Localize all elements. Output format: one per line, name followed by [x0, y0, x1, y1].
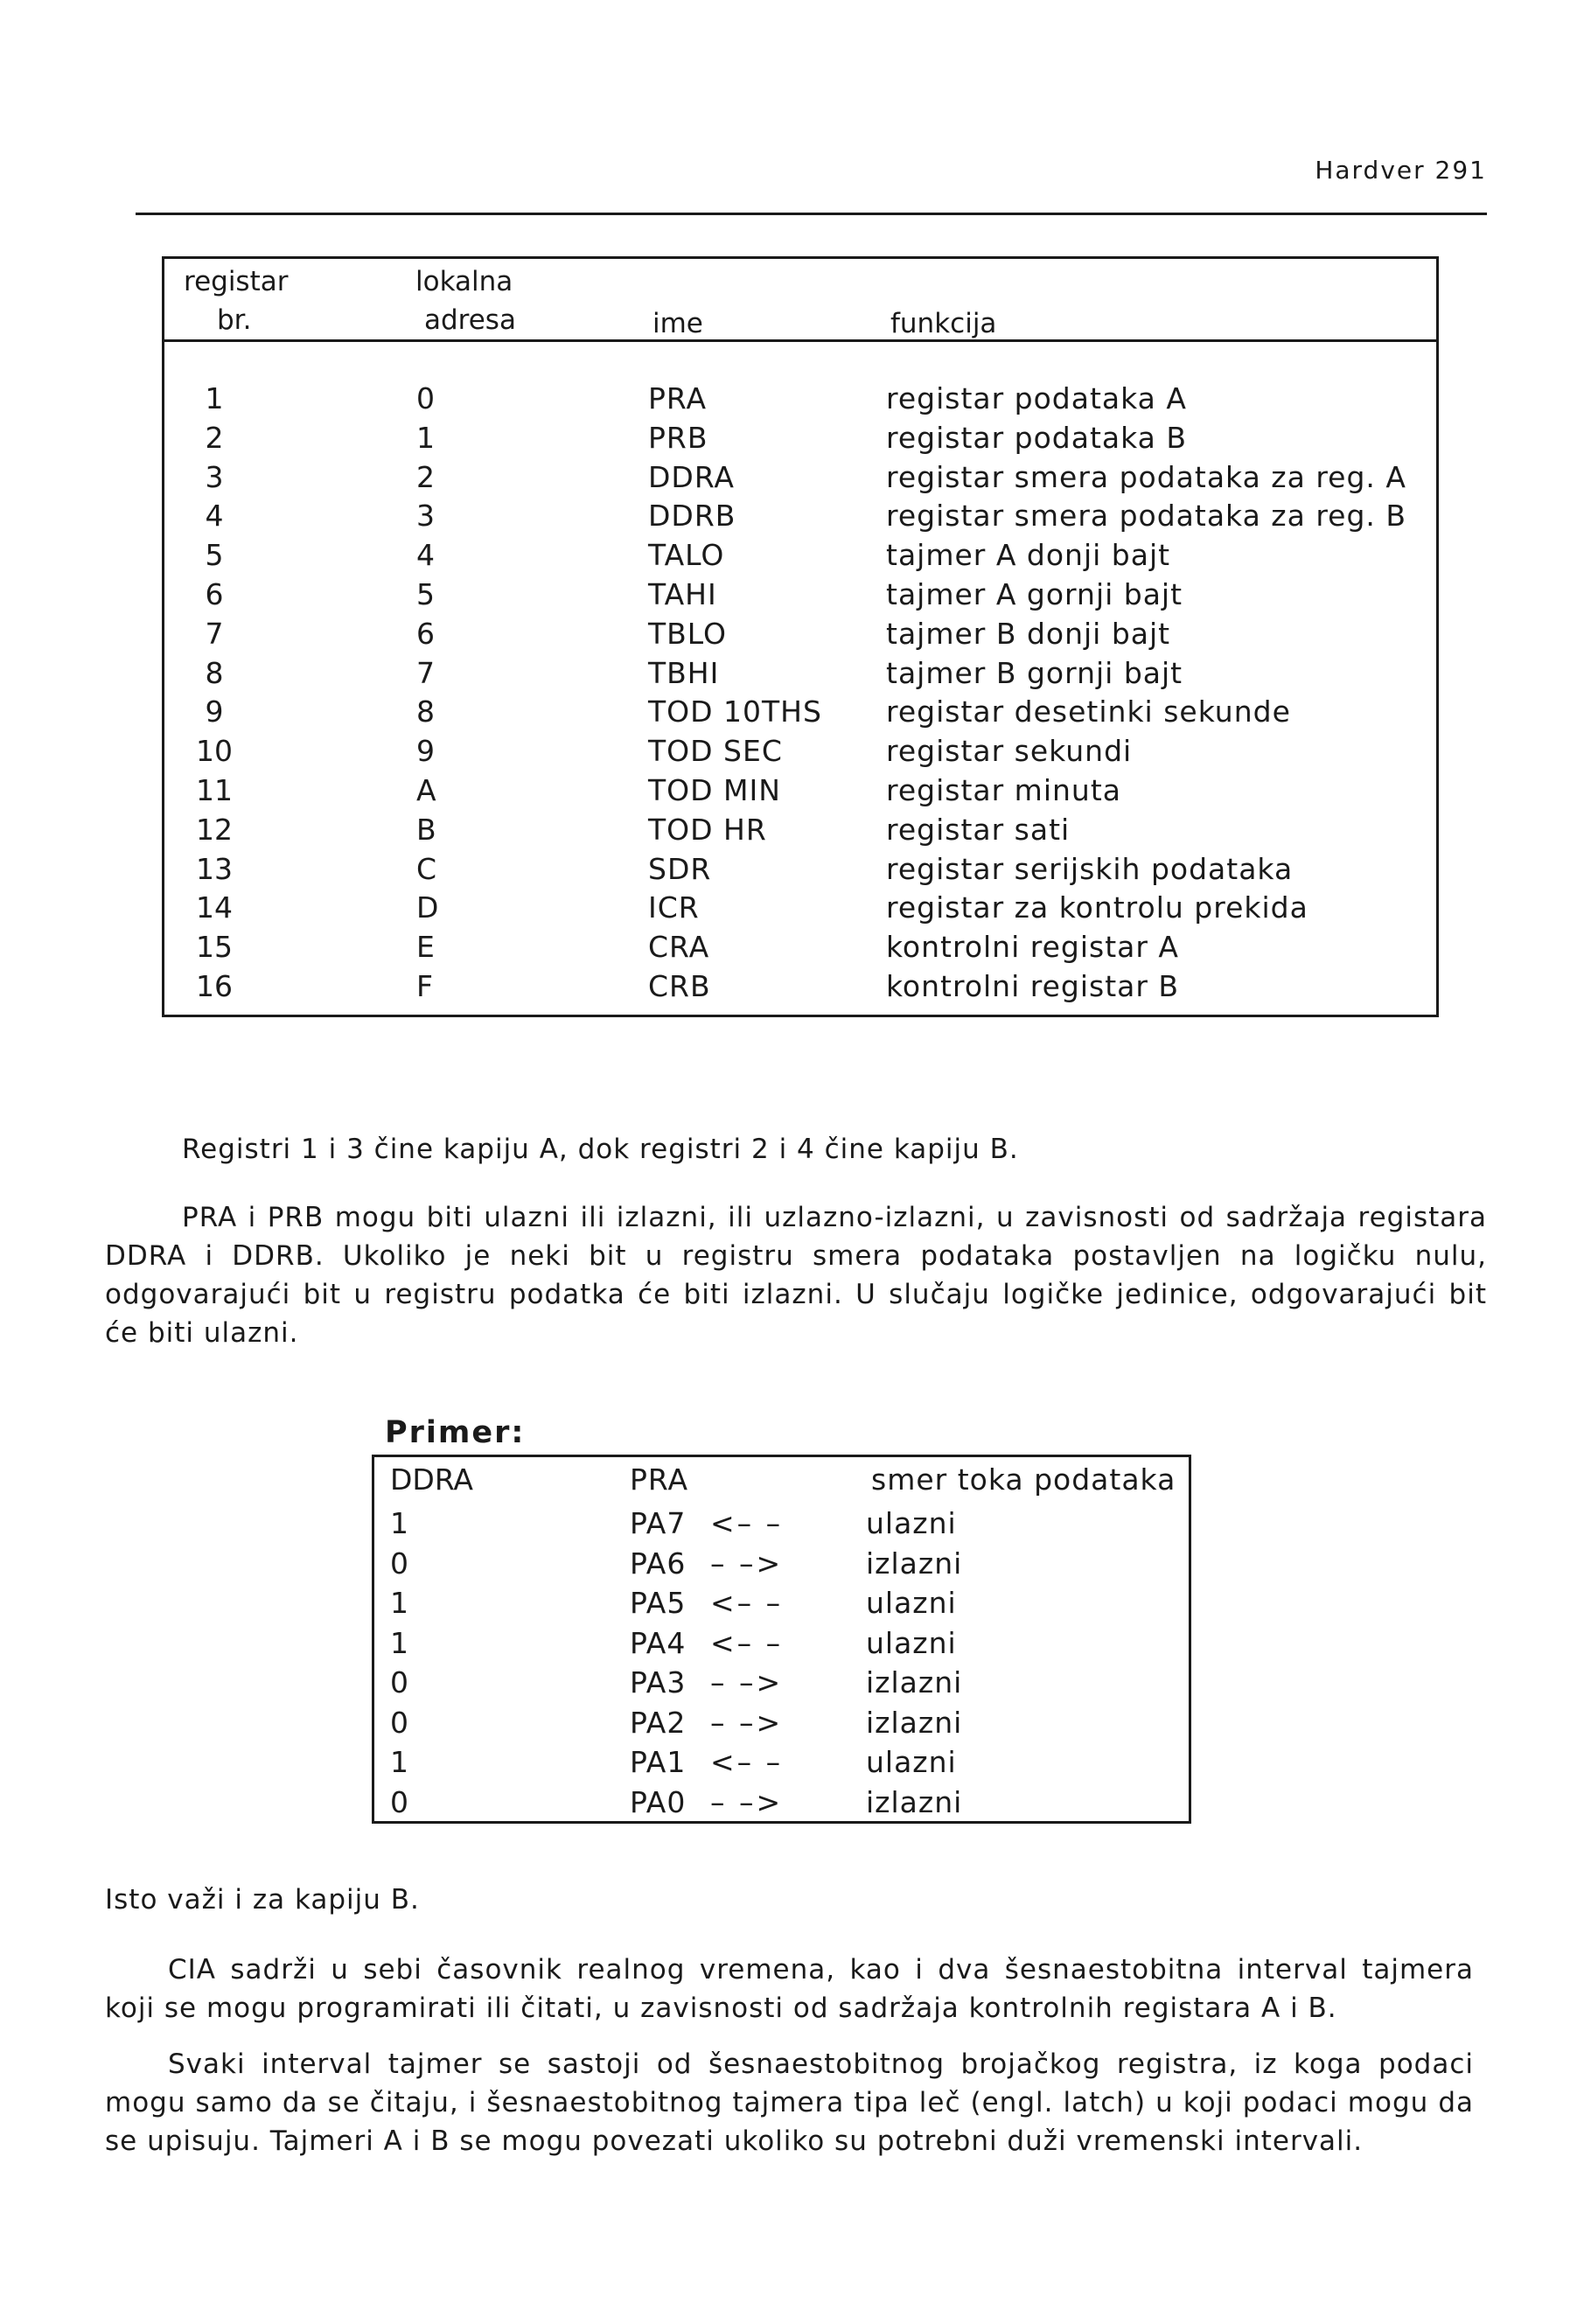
example-header-pra: PRA [630, 1462, 689, 1497]
register-number: 4 [205, 499, 224, 534]
register-name: TBLO [648, 616, 727, 651]
register-number: 12 [196, 812, 233, 847]
register-row [164, 734, 1436, 773]
register-number: 11 [196, 772, 233, 807]
example-ddra-bit: 1 [390, 1506, 408, 1540]
register-number: 5 [205, 538, 224, 573]
register-name: TOD SEC [648, 734, 783, 769]
register-address: 4 [416, 538, 435, 573]
register-table-header [164, 259, 1436, 342]
register-name: TOD MIN [648, 772, 781, 807]
header-rule [136, 213, 1487, 215]
register-row [164, 381, 1436, 421]
example-direction: ulazni [866, 1625, 957, 1660]
example-table [372, 1455, 1191, 1824]
register-function: registar minuta [886, 772, 1121, 807]
register-number: 9 [205, 694, 224, 729]
example-direction: izlazni [866, 1784, 963, 1819]
example-row [374, 1501, 1189, 1541]
example-ddra-bit: 0 [390, 1665, 408, 1699]
register-function: registar za kontrolu prekida [886, 890, 1308, 925]
register-number: 7 [205, 616, 224, 651]
header-addr-line1: lokalna [415, 266, 513, 297]
example-ddra-bit: 1 [390, 1625, 408, 1660]
register-number: 6 [205, 576, 224, 611]
register-name: TAHI [648, 576, 717, 611]
register-name: ICR [648, 890, 700, 925]
example-pin: PA0 [630, 1784, 687, 1819]
register-row [164, 656, 1436, 695]
register-name: PRA [648, 381, 708, 415]
example-ddra-bit: 0 [390, 1784, 408, 1819]
example-ddra-bit: 1 [390, 1586, 408, 1620]
example-ddra-bit: 1 [390, 1745, 408, 1779]
register-number: 2 [205, 420, 224, 455]
register-row [164, 460, 1436, 499]
example-ddra-bit: 0 [390, 1705, 408, 1740]
example-header-direction: smer toka podataka [871, 1462, 1176, 1497]
register-function: registar smera podataka za reg. A [886, 459, 1406, 494]
example-table-body [374, 1501, 1189, 1819]
register-row [164, 773, 1436, 813]
register-function: registar serijskih podataka [886, 851, 1294, 886]
register-number: 14 [196, 890, 233, 925]
register-row [164, 577, 1436, 617]
register-function: tajmer A donji bajt [886, 538, 1171, 573]
example-pin: PA3 [630, 1665, 687, 1699]
running-head: Hardver 291 [1315, 156, 1487, 185]
example-pin: PA2 [630, 1705, 687, 1740]
paragraph-ports: Registri 1 i 3 čine kapiju A, dok registri 2 i 4 čine kapiju B. [182, 1134, 1019, 1165]
example-row [374, 1581, 1189, 1621]
example-direction: ulazni [866, 1506, 957, 1540]
register-address: 8 [416, 694, 435, 729]
header-function: funkcija [890, 308, 997, 339]
register-function: kontrolni registar B [886, 968, 1180, 1003]
register-address: 6 [416, 616, 435, 651]
register-table-body [164, 381, 1436, 1008]
register-address: F [416, 968, 433, 1003]
register-address: B [416, 812, 436, 847]
example-row [374, 1660, 1189, 1700]
register-function: registar podataka A [886, 381, 1187, 415]
example-direction: ulazni [866, 1745, 957, 1779]
register-name: CRB [648, 968, 711, 1003]
register-name: DDRA [648, 459, 735, 494]
register-address: C [416, 851, 437, 886]
example-pin: PA4 [630, 1625, 687, 1660]
example-arrow: – –> [710, 1784, 784, 1819]
example-direction: izlazni [866, 1546, 963, 1581]
example-arrow: <– – [710, 1745, 784, 1779]
register-number: 10 [196, 734, 233, 769]
register-function: tajmer B donji bajt [886, 616, 1171, 651]
example-row [374, 1740, 1189, 1780]
example-arrow: <– – [710, 1586, 784, 1620]
register-number: 1 [205, 381, 224, 415]
register-name: DDRB [648, 499, 736, 534]
example-direction: ulazni [866, 1586, 957, 1620]
register-function: registar smera podataka za reg. B [886, 499, 1407, 534]
register-function: registar sekundi [886, 734, 1133, 769]
example-row [374, 1780, 1189, 1820]
register-name: SDR [648, 851, 712, 886]
example-arrow: – –> [710, 1665, 784, 1699]
register-number: 13 [196, 851, 233, 886]
register-function: kontrolni registar A [886, 930, 1179, 965]
register-address: D [416, 890, 439, 925]
register-row [164, 930, 1436, 969]
register-row [164, 694, 1436, 734]
register-row [164, 969, 1436, 1008]
register-address: 1 [416, 420, 435, 455]
example-row [374, 1541, 1189, 1581]
register-name: TOD 10THS [648, 694, 822, 729]
register-number: 8 [205, 655, 224, 690]
register-function: tajmer B gornji bajt [886, 655, 1183, 690]
register-address: 2 [416, 459, 435, 494]
example-pin: PA7 [630, 1506, 687, 1540]
example-row [374, 1700, 1189, 1741]
register-address: E [416, 930, 435, 965]
header-name: ime [652, 308, 703, 339]
register-name: TOD HR [648, 812, 767, 847]
example-table-header [374, 1457, 1189, 1501]
register-function: registar podataka B [886, 420, 1188, 455]
register-function: registar desetinki sekunde [886, 694, 1291, 729]
example-arrow: <– – [710, 1625, 784, 1660]
register-row [164, 538, 1436, 577]
register-number: 3 [205, 459, 224, 494]
register-name: TBHI [648, 655, 720, 690]
register-row [164, 421, 1436, 460]
example-arrow: <– – [710, 1506, 784, 1540]
example-direction: izlazni [866, 1705, 963, 1740]
register-function: registar sati [886, 812, 1071, 847]
example-pin: PA1 [630, 1745, 687, 1779]
example-row [374, 1621, 1189, 1661]
paragraph-port-b: Isto važi i za kapiju B. [105, 1884, 420, 1916]
register-row [164, 499, 1436, 538]
example-arrow: – –> [710, 1546, 784, 1581]
header-reg-line1: registar [184, 266, 289, 297]
register-address: 9 [416, 734, 435, 769]
register-address: 7 [416, 655, 435, 690]
example-pin: PA5 [630, 1586, 687, 1620]
register-name: PRB [648, 420, 708, 455]
register-address: 0 [416, 381, 435, 415]
example-title: Primer: [385, 1415, 526, 1450]
register-name: TALO [648, 538, 725, 573]
paragraph-timer: Svaki interval tajmer se sastoji od šesnaestobitnog brojačkog registra, iz koga podaci mogu samo da se čitaju, i šesnaestobitnog tajmera tipa leč (engl. latch) u koji podaci mogu da se upisuju. Tajmeri A i B se mogu povezati ukoliko su potrebni duži vremenski intervali. [105, 2048, 1474, 2157]
register-table [162, 256, 1439, 1017]
header-reg-line2: br. [217, 304, 252, 336]
register-address: 5 [416, 576, 435, 611]
register-row [164, 890, 1436, 930]
example-header-ddra: DDRA [390, 1462, 473, 1497]
register-address: A [416, 772, 436, 807]
example-arrow: – –> [710, 1705, 784, 1740]
header-addr-line2: adresa [424, 304, 516, 336]
example-ddra-bit: 0 [390, 1546, 408, 1581]
register-number: 15 [196, 930, 233, 965]
register-number: 16 [196, 968, 233, 1003]
register-row [164, 617, 1436, 656]
register-address: 3 [416, 499, 435, 534]
register-row [164, 813, 1436, 852]
example-pin: PA6 [630, 1546, 687, 1581]
paragraph-cia: CIA sadrži u sebi časovnik realnog vremena, kao i dva šesnaestobitna interval tajmera koji se mogu programirati ili čitati, u zavisnosti od sadržaja kontrolnih registara A i B. [105, 1954, 1474, 2024]
register-function: tajmer A gornji bajt [886, 576, 1183, 611]
paragraph-direction: PRA i PRB mogu biti ulazni ili izlazni, ili uzlazno-izlazni, u zavisnosti od sadržaja registara DDRA i DDRB. Ukoliko je neki bit u registru smera podataka postavljen na logičku nulu, odgovarajući bit u registru podatka će biti izlazni. U slučaju logičke jedinice, odgovarajući bit će biti ulazni. [105, 1202, 1487, 1349]
register-name: CRA [648, 930, 710, 965]
example-direction: izlazni [866, 1665, 963, 1699]
register-row [164, 852, 1436, 891]
